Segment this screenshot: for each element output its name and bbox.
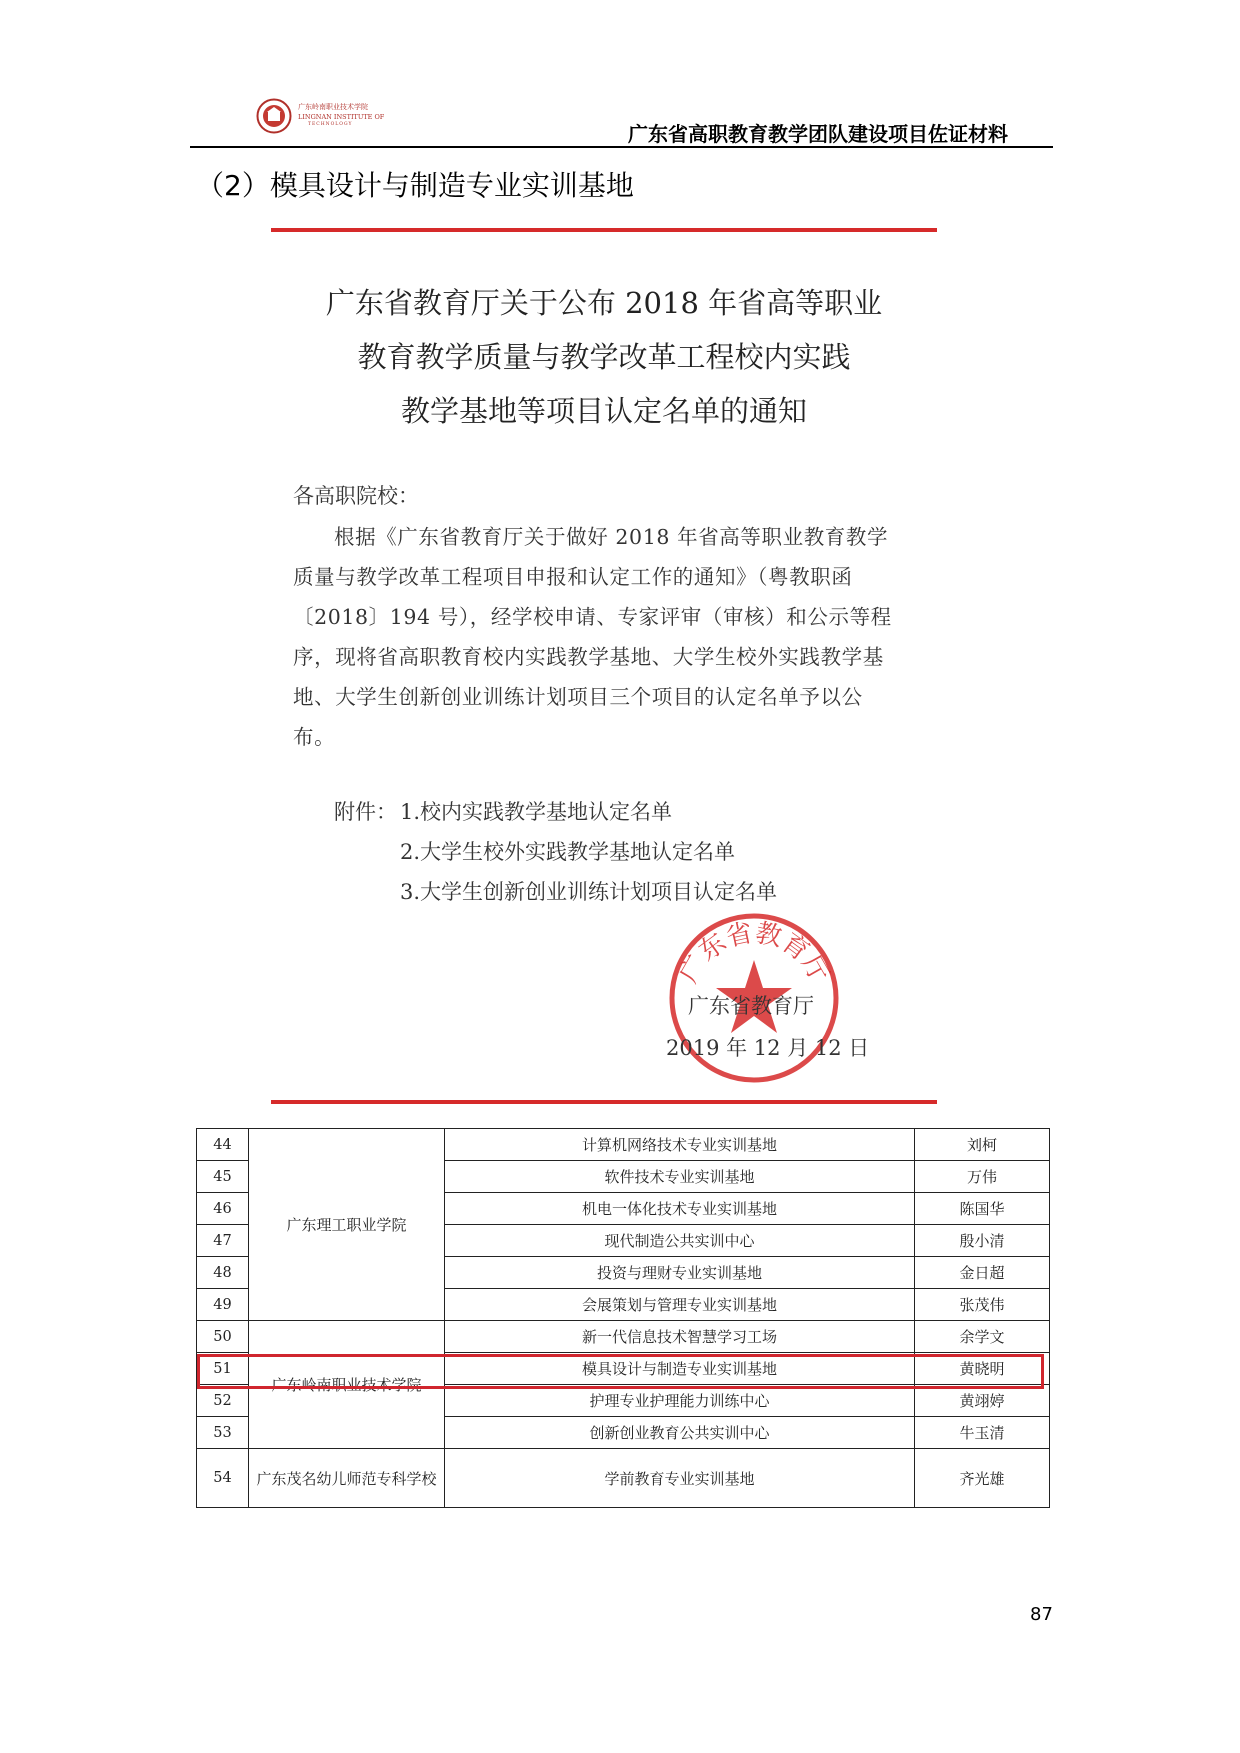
project-name: 计算机网络技术专业实训基地 xyxy=(445,1129,915,1161)
project-lead: 万伟 xyxy=(915,1161,1050,1193)
project-name: 会展策划与管理专业实训基地 xyxy=(445,1289,915,1321)
school-name: 广东茂名幼儿师范专科学校 xyxy=(249,1449,445,1508)
project-name: 学前教育专业实训基地 xyxy=(445,1449,915,1508)
row-number: 46 xyxy=(197,1193,249,1225)
notice-top-red-rule xyxy=(271,228,937,232)
project-name: 机电一体化技术专业实训基地 xyxy=(445,1193,915,1225)
project-list-table xyxy=(196,1128,1049,1508)
project-lead: 余学文 xyxy=(915,1321,1050,1353)
project-name: 创新创业教育公共实训中心 xyxy=(445,1417,915,1449)
notice-title-line: 教育教学质量与教学改革工程校内实践 xyxy=(357,340,851,374)
row-number: 49 xyxy=(197,1289,249,1321)
attachment-item: 2.大学生校外实践教学基地认定名单 xyxy=(400,840,736,864)
row-number: 44 xyxy=(197,1129,249,1161)
row-number: 48 xyxy=(197,1257,249,1289)
row-number: 47 xyxy=(197,1225,249,1257)
table-row xyxy=(197,1449,1050,1508)
logo-chinese-name: 广东岭南职业技术学院 xyxy=(298,103,368,111)
school-seal-icon xyxy=(256,98,292,134)
row-number: 54 xyxy=(197,1449,249,1508)
table-row xyxy=(197,1129,1050,1161)
section-title: （2）模具设计与制造专业实训基地 xyxy=(196,169,634,202)
row-number: 51 xyxy=(197,1353,249,1385)
notice-title-line: 广东省教育厅关于公布 2018 年省高等职业 xyxy=(325,286,883,320)
school-logo xyxy=(256,96,401,136)
logo-english-name: LINGNAN INSTITUTE OF xyxy=(298,113,385,121)
school-name: 广东理工职业学院 xyxy=(249,1129,445,1321)
row-number: 45 xyxy=(197,1161,249,1193)
page-number: 87 xyxy=(1030,1604,1053,1625)
table-row xyxy=(197,1321,1050,1353)
row-number: 52 xyxy=(197,1385,249,1417)
project-lead: 齐光雄 xyxy=(915,1449,1050,1508)
notice-title-line: 教学基地等项目认定名单的通知 xyxy=(400,394,807,428)
project-lead: 黄翊婷 xyxy=(915,1385,1050,1417)
project-lead: 金日超 xyxy=(915,1257,1050,1289)
project-name: 护理专业护理能力训练中心 xyxy=(445,1385,915,1417)
project-name: 投资与理财专业实训基地 xyxy=(445,1257,915,1289)
notice-body-line: 地、大学生创新创业训练计划项目三个项目的认定名单予以公 xyxy=(293,685,863,709)
row-number: 53 xyxy=(197,1417,249,1449)
notice-body-line: 序，现将省高职教育校内实践教学基地、大学生校外实践教学基 xyxy=(293,645,884,669)
project-lead: 黄晓明 xyxy=(915,1353,1050,1385)
project-lead: 牛玉清 xyxy=(915,1417,1050,1449)
project-lead: 张茂伟 xyxy=(915,1289,1050,1321)
notice-date: 2019 年 12 月 12 日 xyxy=(666,1036,870,1060)
seal-text: 广东省教育厅 xyxy=(673,918,835,988)
attachment-item: 3.大学生创新创业训练计划项目认定名单 xyxy=(400,880,778,904)
project-name: 软件技术专业实训基地 xyxy=(445,1161,915,1193)
notice-body-line: 〔2018〕194 号），经学校申请、专家评审（审核）和公示等程 xyxy=(293,605,892,629)
notice-issuer: 广东省教育厅 xyxy=(688,994,814,1018)
project-lead: 陈国华 xyxy=(915,1193,1050,1225)
notice-body-line: 根据《广东省教育厅关于做好 2018 年省高等职业教育教学 xyxy=(334,525,889,549)
highlight-box xyxy=(197,1354,1044,1389)
notice-bottom-red-rule xyxy=(271,1100,937,1104)
header-divider xyxy=(190,146,1053,148)
notice-addressee: 各高职院校： xyxy=(293,484,419,508)
notice-body-line: 布。 xyxy=(293,725,336,749)
project-lead: 刘柯 xyxy=(915,1129,1050,1161)
project-name: 新一代信息技术智慧学习工场 xyxy=(445,1321,915,1353)
school-name: 广东岭南职业技术学院 xyxy=(249,1321,445,1449)
project-name: 模具设计与制造专业实训基地 xyxy=(445,1353,915,1385)
attachment-item: 1.校内实践教学基地认定名单 xyxy=(400,800,673,824)
notice-body-line: 质量与教学改革工程项目申报和认定工作的通知》（粤教职函 xyxy=(293,565,853,589)
header-title: 广东省高职教育教学团队建设项目佐证材料 xyxy=(628,122,1008,146)
project-name: 现代制造公共实训中心 xyxy=(445,1225,915,1257)
attachments-label: 附件： xyxy=(334,800,397,824)
row-number: 50 xyxy=(197,1321,249,1353)
project-lead: 殷小清 xyxy=(915,1225,1050,1257)
logo-english-name-2: TECHNOLOGY xyxy=(308,122,353,127)
notice-title xyxy=(271,276,937,438)
